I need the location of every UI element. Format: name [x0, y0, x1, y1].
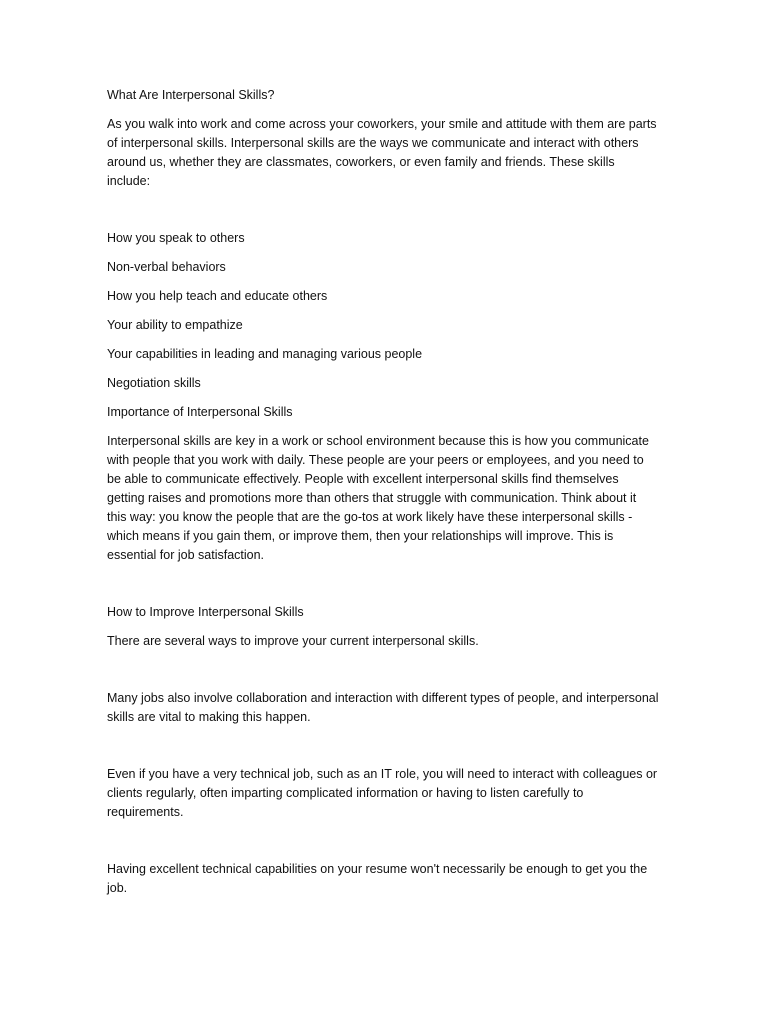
technical-job-paragraph: Even if you have a very technical job, such as an IT role, you will need to interact with colleagues or clients regularly, often imparting complicated information or having to listen carefully to requirements. — [107, 767, 658, 819]
list-item-negotiation: Negotiation skills — [107, 376, 201, 390]
heading-how-to-improve: How to Improve Interpersonal Skills — [107, 605, 304, 619]
list-item-speak: How you speak to others — [107, 231, 245, 245]
heading-what-are-interpersonal-skills: What Are Interpersonal Skills? — [107, 88, 275, 102]
list-item-empathize: Your ability to empathize — [107, 318, 243, 332]
importance-paragraph: Interpersonal skills are key in a work or school environment because this is how you communicate with people that you work with daily. These people are your peers or employees, and you need to be able to communicate effectively. People with excellent interpersonal skills find themselves getting raises and promotions more than others that struggle with communication. Think about it this way: you know the people that are the go-tos at work likely have these interpersonal skills - which means if you gain them, or improve them, then your relationships will improve. This is essential for job satisfaction. — [107, 434, 649, 562]
collaboration-paragraph: Many jobs also involve collaboration and interaction with different types of people, and interpersonal skills are vital to making this happen. — [107, 691, 659, 724]
list-item-leading: Your capabilities in leading and managing various people — [107, 347, 423, 361]
document-page — [107, 86, 659, 908]
list-item-teach: How you help teach and educate others — [107, 289, 328, 303]
resume-paragraph: Having excellent technical capabilities on your resume won't necessarily be enough to get you the job. — [107, 862, 648, 895]
heading-importance: Importance of Interpersonal Skills — [107, 405, 293, 419]
list-item-nonverbal: Non-verbal behaviors — [107, 260, 226, 274]
intro-paragraph: As you walk into work and come across your coworkers, your smile and attitude with them are parts of interpersonal skills. Interpersonal skills are the ways we communicate and interact with others around us, whether they are classmates, coworkers, or even family and friends. These skills include: — [107, 117, 657, 188]
improve-intro-paragraph: There are several ways to improve your current interpersonal skills. — [107, 634, 479, 648]
